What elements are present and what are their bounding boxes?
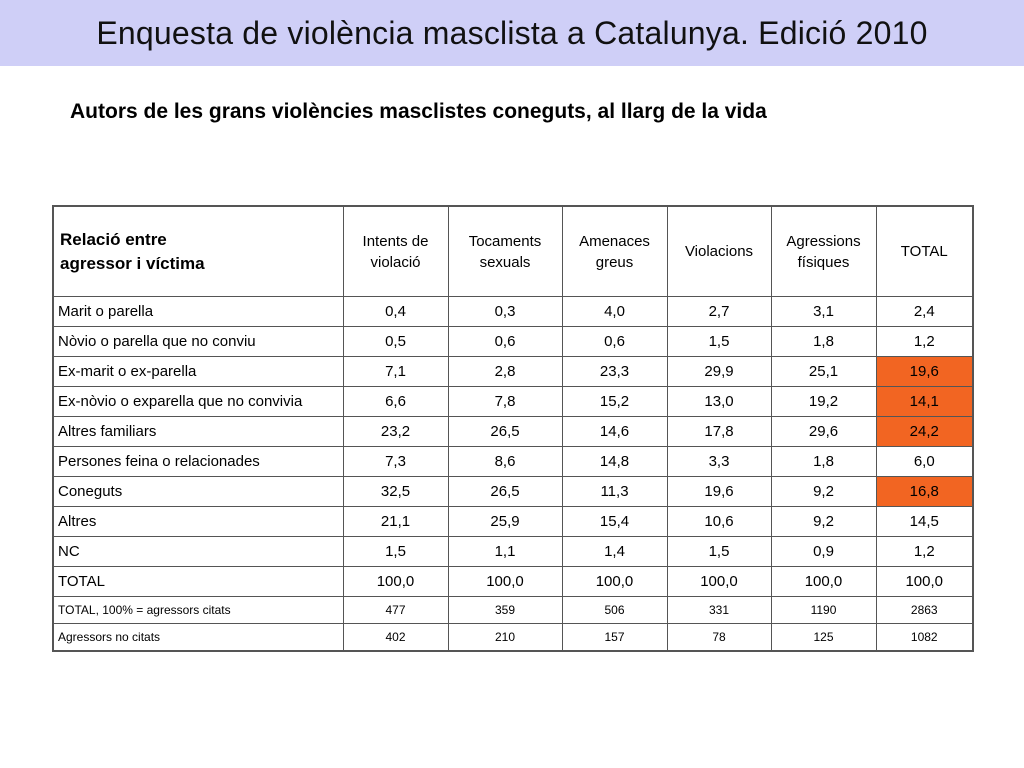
- table-cell: 477: [343, 597, 448, 624]
- row-label: TOTAL: [53, 567, 343, 597]
- table-row: [53, 327, 973, 357]
- table-cell: 125: [771, 624, 876, 652]
- table-cell: 19,6: [667, 477, 771, 507]
- table-cell: 0,5: [343, 327, 448, 357]
- table-row: [53, 567, 973, 597]
- table-cell: 0,3: [448, 297, 562, 327]
- header-line1: Amenaces: [579, 232, 650, 250]
- header-rapes: [667, 206, 771, 297]
- table-row: [53, 447, 973, 477]
- table-cell: 25,9: [448, 507, 562, 537]
- table-cell: 7,8: [448, 387, 562, 417]
- table-cell: 78: [667, 624, 771, 652]
- table-body: [53, 297, 973, 652]
- table-cell: 1,5: [343, 537, 448, 567]
- header-line2: greus: [595, 253, 634, 271]
- table-row: [53, 357, 973, 387]
- row-label: Nòvio o parella que no conviu: [53, 327, 343, 357]
- row-label: Ex-nòvio o exparella que no convivia: [53, 387, 343, 417]
- table-subtitle: Autors de les grans violències masclistes coneguts, al llarg de la vida: [70, 100, 767, 123]
- table-cell: 506: [562, 597, 667, 624]
- table-cell: 7,1: [343, 357, 448, 387]
- row-label: Marit o parella: [53, 297, 343, 327]
- table-cell: 157: [562, 624, 667, 652]
- table-cell: 11,3: [562, 477, 667, 507]
- row-label: Ex-marit o ex-parella: [53, 357, 343, 387]
- row-label: Persones feina o relacionades: [53, 447, 343, 477]
- header-relationship: [53, 206, 343, 297]
- table-cell: 6,0: [876, 447, 973, 477]
- table-cell: 1,2: [876, 327, 973, 357]
- row-label: Agressors no citats: [53, 624, 343, 652]
- highlighted-cell: 24,2: [876, 417, 973, 447]
- header-row: [53, 206, 973, 297]
- table-cell: 32,5: [343, 477, 448, 507]
- table-cell: 2,4: [876, 297, 973, 327]
- table-cell: 1,1: [448, 537, 562, 567]
- table-cell: 100,0: [771, 567, 876, 597]
- table-cell: 1190: [771, 597, 876, 624]
- table-row: [53, 507, 973, 537]
- table-cell: 15,2: [562, 387, 667, 417]
- table-cell: 29,9: [667, 357, 771, 387]
- table-cell: 9,2: [771, 507, 876, 537]
- table-cell: 25,1: [771, 357, 876, 387]
- table-row: [53, 297, 973, 327]
- table-cell: 0,6: [448, 327, 562, 357]
- table-cell: 1,8: [771, 327, 876, 357]
- table-cell: 23,2: [343, 417, 448, 447]
- table-cell: 2863: [876, 597, 973, 624]
- table-cell: 26,5: [448, 477, 562, 507]
- table-row: [53, 417, 973, 447]
- highlighted-cell: 14,1: [876, 387, 973, 417]
- row-label: NC: [53, 537, 343, 567]
- table-cell: 100,0: [343, 567, 448, 597]
- table-cell: 2,8: [448, 357, 562, 387]
- table-cell: 1,5: [667, 537, 771, 567]
- table-cell: 17,8: [667, 417, 771, 447]
- table-cell: 14,5: [876, 507, 973, 537]
- table-cell: 14,8: [562, 447, 667, 477]
- header-line1: TOTAL: [900, 243, 948, 260]
- row-label: Altres familiars: [53, 417, 343, 447]
- header-relationship-line2: agressor i víctima: [60, 253, 205, 273]
- table-cell: 13,0: [667, 387, 771, 417]
- header-line2: sexuals: [479, 253, 531, 271]
- table-cell: 29,6: [771, 417, 876, 447]
- table-cell: 331: [667, 597, 771, 624]
- table-cell: 100,0: [667, 567, 771, 597]
- header-line2: violació: [370, 253, 421, 271]
- header-line1: Tocaments: [468, 232, 542, 250]
- table-cell: 0,6: [562, 327, 667, 357]
- highlighted-cell: 19,6: [876, 357, 973, 387]
- table-cell: 7,3: [343, 447, 448, 477]
- table-cell: 100,0: [448, 567, 562, 597]
- table-cell: 26,5: [448, 417, 562, 447]
- header-attempted-rape: [343, 206, 448, 297]
- table-cell: 8,6: [448, 447, 562, 477]
- header-sexual-touching: [448, 206, 562, 297]
- highlighted-cell: 16,8: [876, 477, 973, 507]
- header-physical-assaults: [771, 206, 876, 297]
- table-cell: 21,1: [343, 507, 448, 537]
- header-line1: Intents de: [362, 232, 429, 250]
- perpetrators-table: [52, 205, 974, 652]
- table-row: [53, 597, 973, 624]
- table-row: [53, 624, 973, 652]
- table-cell: 19,2: [771, 387, 876, 417]
- header-line1: Violacions: [684, 243, 754, 260]
- table-cell: 6,6: [343, 387, 448, 417]
- table-row: [53, 477, 973, 507]
- table-cell: 100,0: [562, 567, 667, 597]
- table-cell: 359: [448, 597, 562, 624]
- table-cell: 1,2: [876, 537, 973, 567]
- table-cell: 15,4: [562, 507, 667, 537]
- row-label: Altres: [53, 507, 343, 537]
- row-label: Coneguts: [53, 477, 343, 507]
- table-cell: 100,0: [876, 567, 973, 597]
- table-cell: 2,7: [667, 297, 771, 327]
- header-relationship-line1: Relació entre: [60, 229, 167, 249]
- table-cell: 23,3: [562, 357, 667, 387]
- table-cell: 1,5: [667, 327, 771, 357]
- header-total: [876, 206, 973, 297]
- header-line2: físiques: [797, 253, 850, 271]
- table-cell: 9,2: [771, 477, 876, 507]
- row-label: TOTAL, 100% = agressors citats: [53, 597, 343, 624]
- table-cell: 402: [343, 624, 448, 652]
- header-serious-threats: [562, 206, 667, 297]
- header-line1: Agressions: [786, 232, 861, 250]
- table-cell: 10,6: [667, 507, 771, 537]
- table-cell: 3,3: [667, 447, 771, 477]
- table-cell: 3,1: [771, 297, 876, 327]
- table-cell: 1,4: [562, 537, 667, 567]
- slide-title: Enquesta de violència masclista a Catalunya. Edició 2010: [96, 14, 928, 51]
- table-cell: 1,8: [771, 447, 876, 477]
- table-row: [53, 537, 973, 567]
- table-cell: 1082: [876, 624, 973, 652]
- table-cell: 0,4: [343, 297, 448, 327]
- table-row: [53, 387, 973, 417]
- table-cell: 14,6: [562, 417, 667, 447]
- table-cell: 210: [448, 624, 562, 652]
- title-bar: [0, 0, 1024, 66]
- table-cell: 0,9: [771, 537, 876, 567]
- table-cell: 4,0: [562, 297, 667, 327]
